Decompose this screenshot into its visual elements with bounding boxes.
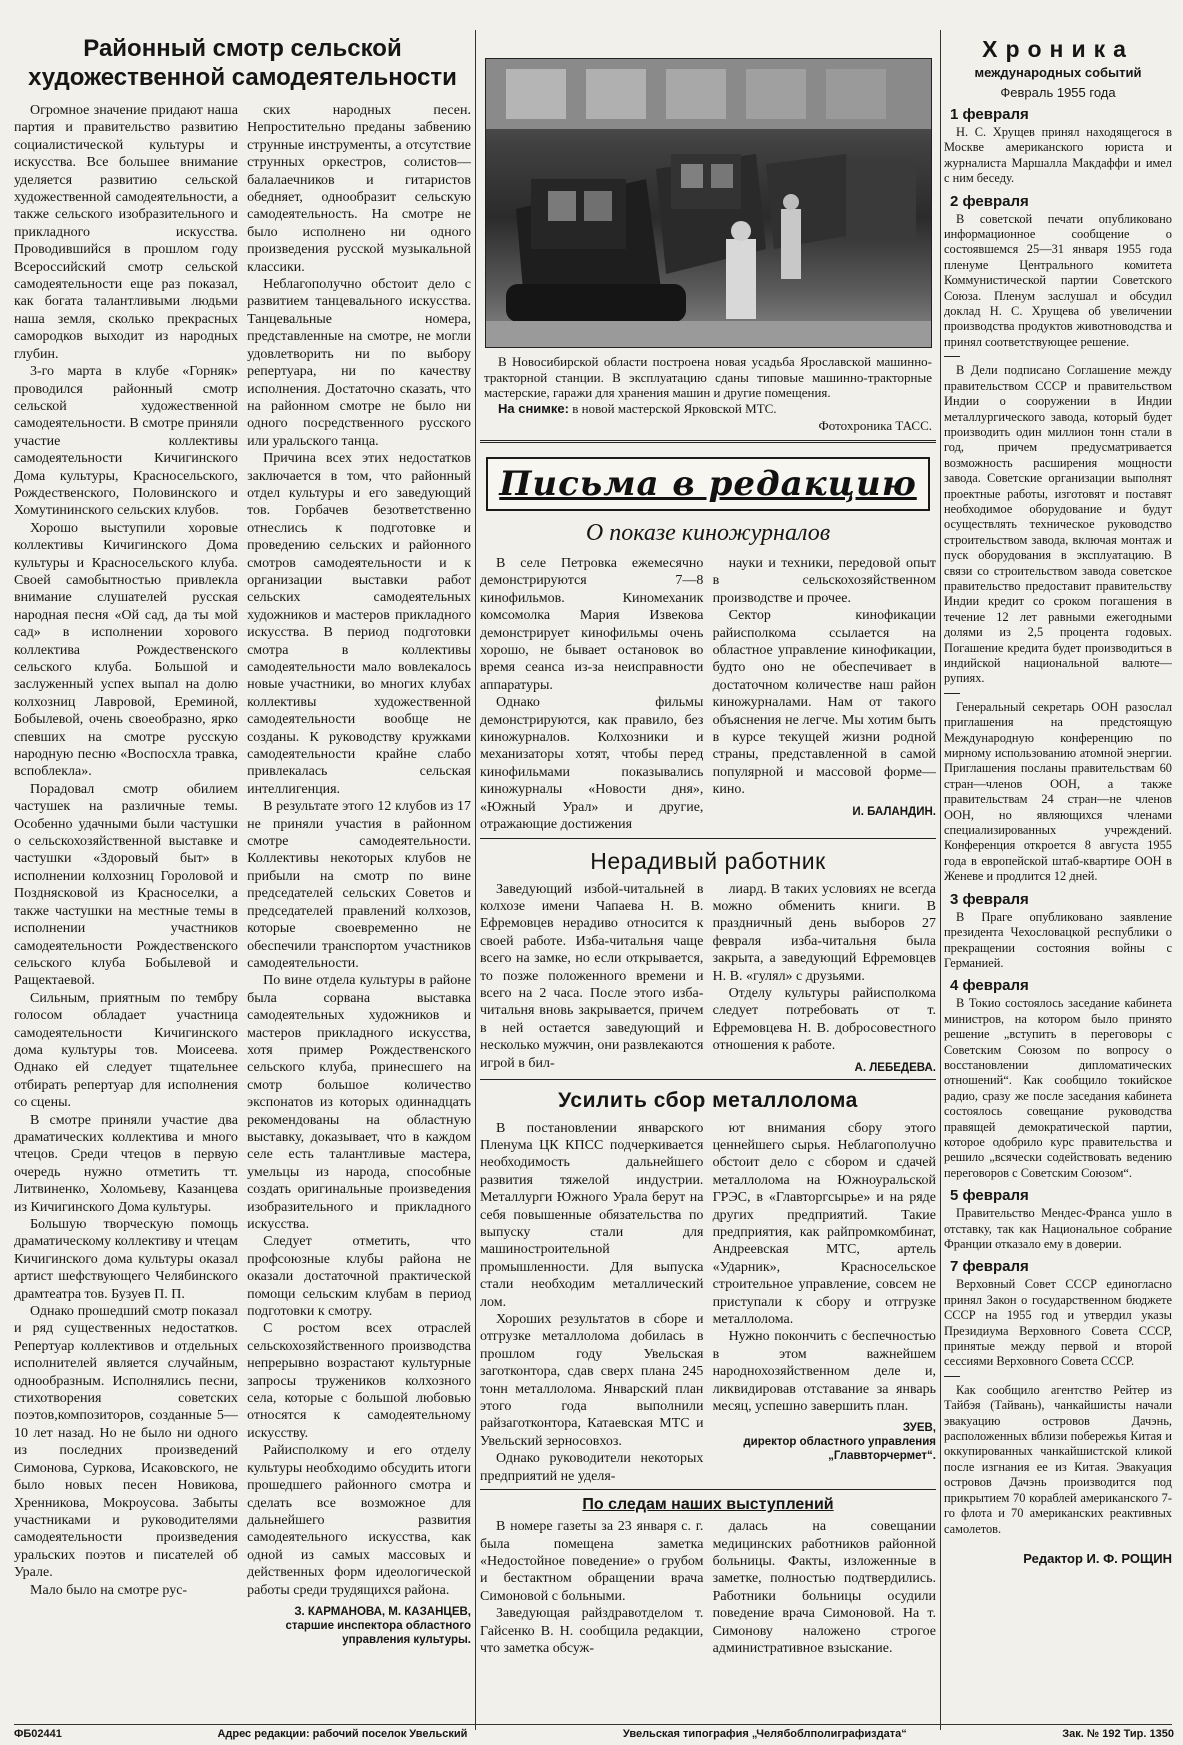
caption-lead: На снимке: bbox=[498, 400, 569, 416]
dash-divider bbox=[944, 693, 960, 694]
paragraph: В смотре приняли участие два драматических коллектива и много чтецов. Среди чтецов в первую очередь нужно отметить тт. Литвиненко, Холомьеву, Казанцева из Кичигинского Дома культуры. bbox=[14, 1112, 238, 1215]
dash-divider bbox=[944, 356, 960, 357]
footer-rule bbox=[14, 1724, 1172, 1725]
article-title: По следам наших выступлений bbox=[582, 1496, 834, 1514]
paragraph: Сильным, приятным по тембру голосом обладает участница самодеятельности Кичигинского дома культуры тов. Моисеева. Однако ей следует тщательнее отбирать репертуар для исполнения со сцены. bbox=[14, 990, 238, 1111]
photo-credit: Фотохроника ТАСС. bbox=[818, 418, 932, 433]
divider bbox=[480, 838, 936, 839]
signature bbox=[713, 1421, 936, 1463]
article-right-column bbox=[247, 102, 471, 1647]
article-right-column bbox=[713, 881, 936, 1075]
article-right-column bbox=[713, 555, 936, 834]
chronicle-paragraph: Правительство Мендес-Франса ушло в отставку, так как Национальное собрание Франции отказало ему в доверии. bbox=[944, 1206, 1172, 1251]
article-left-column bbox=[14, 102, 238, 1647]
letters-banner-text: Письма в редакцию bbox=[499, 464, 917, 504]
article-title: Нерадивый работник bbox=[590, 847, 826, 874]
editor-credit: Редактор И. Ф. РОЩИН bbox=[1023, 1550, 1172, 1566]
footer-order: Зак. № 192 Тир. 1350 bbox=[1062, 1728, 1174, 1740]
caption-rest: в новой мастерской Ярковской МТС. bbox=[572, 400, 777, 416]
paragraph: Однако прошедший смотр показал и ряд существенных недостатков. Репертуар коллективов и отдельных исполнителей является случайным, однообразным. Исполнялись песни, стихотворения советских поэтов,композиторов, созданные 5—10 лет назад. Но не было ни одного из последних произведений Симонова, Суркова, Исаковского, не было новых песен Новикова, Хренникова, Мокроусова. Забыты участниками и руководителями самодеятельности произведения уральских поэтов и писателей об Урале. bbox=[14, 1304, 238, 1581]
article-title: Усилить сбор металлолома bbox=[558, 1088, 858, 1112]
chronicle-paragraph: Генеральный секретарь ООН разослал приглашения на предстоящую Международную конференцию по мирному использованию атомной энергии. Приглашения посланы правительствам 60 стран—членов ООН, а также правительствам 24 стран—не членов ООН, но являющихся членами специализированных учреждений. Конференция откроется 8 августа 1955 года в европейской штаб-квартире ООН в Женеве и продлится 12 дней. bbox=[944, 699, 1172, 884]
article-title: О показе киножурналов bbox=[585, 520, 831, 546]
paragraph: Порадовал смотр обилием частушек на различные темы. Особенно удачными были частушки о сельскохозяйственной выставке и частушки «Здоровый быт» в исполнении колхозниц Гороловой и Позднясковой из Красноселки, а также частушки на местные темы в исполнении участников самодеятельности Рождественского сельского клуба Бобылевой и Ращектаевой. bbox=[14, 781, 238, 989]
paragraph: В постановлении январского Пленума ЦК КПСС подчеркивается необходимость дальнейшего развития тяжелой индустрии. Металлурги Южного Урала берут на себя повышенные обязательства по выпуску стали для машиностроительной промышленности. Для выпуска стали необходим металлический лом. bbox=[480, 1120, 704, 1310]
column-rule bbox=[940, 30, 941, 1730]
column-rule bbox=[475, 30, 476, 1730]
paragraph: 3-го марта в клубе «Горняк» проводился районный смотр сельской художественной самодеятельности. В смотре приняли участие коллективы самодеятельности Кичигинского Дома культуры, Красносельского, Рождественского, Половинского и Хомутининского сельских клубов. bbox=[14, 364, 238, 519]
dash-divider bbox=[944, 1376, 960, 1377]
article-right-column bbox=[713, 1518, 936, 1657]
article-newsreels bbox=[480, 519, 936, 834]
chronicle-date: 3 февраля bbox=[950, 890, 1029, 908]
imprint-footer bbox=[14, 1728, 1174, 1744]
signature-role: старшие инспектора областного управления культуры. bbox=[285, 1619, 471, 1646]
chronicle-paragraph: В Токио состоялось заседание кабинета министров, на котором было принято решение „вступить в переговоры с Советским Союзом по вопросу о восстановлении дипломатических отношений“. Как сообщило токийское радио, сразу же после заседания кабинета состоялось совещание руководства правящей демократической партии, которое одобрило курс правительства и решило „всячески содействовать ведению переговоров с Советским Союзом“. bbox=[944, 996, 1172, 1180]
divider bbox=[480, 1079, 936, 1080]
paragraph: ских народных песен. Непростительно преданы забвению струнные инструменты, а отсутствие струнных оркестров, солистов—балалаечников и гитаристов обедняет, однообразит сельскую самодеятельность. На смотре не было исполнено ни одного произведения русской музыкальной классики. bbox=[247, 103, 471, 275]
chronicle-paragraph: Верховный Совет СССР единогласно принял Закон о государственном бюджете СССР на 1955 год и утвердил указы Президиума Верховного Совета СССР, принятые между первой и второй сессиями Верховного Совета СССР. bbox=[944, 1277, 1172, 1369]
chronicle-subtitle: международных событий bbox=[974, 65, 1142, 80]
chronicle-date: 7 февраля bbox=[950, 1258, 1029, 1276]
paragraph: Отделу культуры райисполкома следует потребовать от т. Ефремовцева Н. В. добросовестного отношения к работе. bbox=[712, 985, 936, 1054]
chronicle-paragraph: Н. С. Хрущев принял находящегося в Москве американского юриста и журналиста Маршалла Макдаффи и имел с ним беседу. bbox=[944, 125, 1172, 186]
chronicle-date: 4 февраля bbox=[950, 977, 1029, 995]
footer-code: ФБ02441 bbox=[14, 1728, 62, 1740]
paragraph: Нужно покончить с беспечностью в этом важнейшем народнохозяйственном деле и, ликвидировав отставание за январь месяц, успешно завершить план. bbox=[712, 1329, 936, 1415]
paragraph: В результате этого 12 клубов из 17 не приняли участия в районном смотре самодеятельности. Коллективы некоторых клубов не прибыли на смотр по вине председателей сельских Советов и председателей правлений колхозов, которые своевременно не обеспечили транспортом участников самодеятельности. bbox=[247, 799, 471, 971]
paragraph: Райисполкому и его отделу культуры необходимо обсудить итоги прошедшего районного смотра и сделать все возможное для дальнейшего развития самодеятельного искусства, как одной из самых массовых и действенных форм идеологической работы среди трудящихся района. bbox=[247, 1443, 471, 1598]
photo-caption-note bbox=[484, 401, 932, 417]
article-left-column bbox=[480, 1120, 703, 1486]
chronicle-paragraph: В Дели подписано Соглашение между правительством СССР и правительством Индии о сооружении в Индии металлургического завода, который будет производить один миллион тонн стали в год, причем предусматривается возможность расширения мощности завода. Советские организации выполнят проектные работы, изготовят и поставят необходимое оборудование и будут осуществлять техническое руководство строительством завода, включая монтаж и пуск оборудования в эксплуатацию. В связи со строительством завода советское правительство предоставит правительству Индии кредит со сроком погашения в течение 12 лет равными ежегодными долями из 2,5 процента годовых. Погашение кредита будет производиться в индийской национальной валюте—рупиях. bbox=[944, 363, 1172, 686]
tractor-workshop-photo bbox=[485, 58, 932, 348]
paragraph: Сектор кинофикации райисполкома ссылается на областное управление кинофикации, будто оно не обеспечивает в достаточном количестве наш район киножурналами. Нам от такого объяснения не легче. Мы хотим быть в курсе текущей жизни родной страны, представленной в самой популярной и массовой форме—кино. bbox=[712, 608, 936, 798]
paragraph: Следует отметить, что профсоюзные клубы района не оказали достаточной практической помощи сельским клубам в период подготовки к смотру. bbox=[247, 1234, 471, 1320]
paragraph: Однако фильмы демонстрируются, как правило, без киножурналов. Колхозники и механизаторы хотят, чтобы перед кинофильмами показывались киножурналы «Новости дня», «Южный Урал» и другие, отражающие достижения bbox=[480, 695, 704, 833]
paragraph: По вине отдела культуры в районе была сорвана выставка самодеятельных художников и мастеров прикладного искусства, хотя пример Рождественского сельского клуба, принесшего на смотр большое количество экспонатов из которых одиннадцать рекомендованы на областную выставку, доказывает, что в каждом селе есть талантливые мастера, умельцы из народа, способные создать оригинальные произведения изобразительного и прикладного искусства. bbox=[247, 973, 471, 1232]
letters-banner bbox=[486, 457, 930, 511]
paragraph: В селе Петровка ежемесячно демонстрируются 7—8 кинофильмов. Киномеханик комсомолка Мария Извекова демонстрирует кинофильмы очень хорошо, не бывает остановок во время сеанса из-за неисправности аппаратуры. bbox=[480, 556, 704, 693]
article-title: Районный смотр сельской художественной самодеятельности bbox=[28, 35, 457, 91]
paragraph: Заведующая райздравотделом т. Гайсенко В. Н. сообщила редакции, что заметка обсуж- bbox=[480, 1606, 704, 1656]
paragraph: С ростом всех отраслей сельскохозяйственного производства непрерывно возрастают культурные запросы тружеников колхозного села, которые с большой любовью относятся к самодеятельному искусству. bbox=[247, 1321, 471, 1441]
footer-printer: Увельская типография „Челябоблполиграфиздата“ bbox=[622, 1728, 907, 1740]
chronicle-date: 2 февраля bbox=[950, 192, 1029, 210]
footer-address: Адрес редакции: рабочий поселок Увельский bbox=[217, 1728, 468, 1740]
article-left-column bbox=[480, 1518, 703, 1657]
paragraph: Однако руководители некоторых предприятий не уделя- bbox=[480, 1451, 704, 1484]
chronicle-month: Февраль 1955 года bbox=[1000, 85, 1116, 100]
paragraph: Огромное значение придают наша партия и правительство развитию социалистической культуры и искусства. Все большее внимание уделяется развитию сельской художественной самодеятельности, а также сельского изобразительного и прикладного искусства. Проводившийся в прошлом году Всероссийский смотр сельской самодеятельности еще раз показал, как богата талантливыми людьми наша земля, сколько прекрасных самородков выходит из народных глубин. bbox=[14, 103, 238, 362]
signature bbox=[247, 1605, 471, 1647]
article-follow-up bbox=[480, 1496, 936, 1657]
chronicle-date: 1 февраля bbox=[950, 106, 1029, 123]
paragraph: науки и техники, передовой опыт в сельскохозяйственном производстве и прочее. bbox=[712, 556, 936, 606]
article-negligent-worker bbox=[480, 847, 936, 1075]
paragraph: Причина всех этих недостатков заключается в том, что районный отдел культуры и его заведующий тов. Горбачев безответственно отнеслись к подготовке и проведению сельских и районного смотров самодеятельности и к организации выставки работ сельских самодеятельных художников и мастеров прикладного искусства. В период подготовки смотра в коллективы самодеятельности мало вовлекалось новые участники, во многих клубах коллективы художественной самодеятельности вообще не созданы. К руководству кружками самодеятельности крайне слабо привлекалась сельская интеллигенция. bbox=[247, 451, 471, 797]
paragraph: ют внимания сбору этого ценнейшего сырья. Неблагополучно обстоит дело с сбором и сдачей металлолома на Южноуральской ГРЭС, в «Главторгсырье» и на ряде других предприятий. Такие предприятия, как райпромкомбинат, Андреевская МТС, артель «Ударник», Красносельское строительное управление, совсем не приступали к сбору и отгрузке металлолома. bbox=[712, 1120, 936, 1328]
paragraph: Хороших результатов в сборе и отгрузке металлолома добилась в прошлом году Увельская заготконтора, сдав сверх плана 245 тонн металлолома. Январский план этого года выполнили райзаготконтора, Катаевская МТС и Увельский зерносовхоз. bbox=[480, 1312, 704, 1449]
paragraph: Неблагополучно обстоит дело с развитием танцевального искусства. Танцевальные номера, представленные на смотре, не могли удовлетворить ни по выбору репертуара, ни по качеству исполнения. Достаточно сказать, что на районном смотре не было ни одного посредственного русского или уральского танца. bbox=[247, 277, 471, 449]
signature: И. БАЛАНДИН. bbox=[852, 805, 936, 818]
signature-name: ЗУЕВ, bbox=[902, 1422, 936, 1435]
article-right-column bbox=[713, 1120, 936, 1486]
paragraph: Хорошо выступили хоровые коллективы Кичигинского Дома культуры и Красносельского клуба. Своей самобытностью привлекла внимание слушателей русская народная песня «Ой сад, да ты мой сад» в исполнении хорового коллектива Рождественского сельского клуба. Большой и заслуженный успех выпал на долю колхозниц Лавровой, Ереминой, Бобылевой, очень своеобразно, ярко спевших на смотре русскую народную песню «Воспосхла травка, вспоблекла». bbox=[14, 520, 238, 780]
signature-role: директор областного управления „Главвторчермет“. bbox=[743, 1436, 936, 1463]
paragraph: В номере газеты за 23 января с. г. была помещена заметка «Недостойное поведение» о грубом и бестактном обращении врача Симоновой с больными. bbox=[480, 1519, 704, 1604]
divider bbox=[480, 1489, 936, 1490]
article-amateur-arts bbox=[14, 28, 471, 1728]
chronicle-date: 5 февраля bbox=[950, 1187, 1029, 1205]
signature: А. ЛЕБЕДЕВА. bbox=[854, 1061, 936, 1074]
signature-names: З. КАРМАНОВА, М. КАЗАНЦЕВ, bbox=[294, 1605, 471, 1618]
paragraph: лиард. В таких условиях не всегда можно обменить книги. В праздничный день выборов 27 февраля изба-читальня была закрыта, а заведующий Ефремовцев Н. В. «гулял» с друзьями. bbox=[712, 881, 936, 984]
paragraph: далась на совещании медицинских работников районной больницы. Факты, изложенные в заметке, полностью подтвердились. Работники больницы осудили поведение врача Симоновой. На т. Симонову наложено строгое административное взыскание. bbox=[712, 1519, 936, 1656]
middle-column bbox=[480, 28, 936, 1728]
article-left-column bbox=[480, 881, 703, 1075]
chronicle-paragraph: В советской печати опубликовано информационное сообщение о состоявшемся 25—31 января 1955 года пленуме Центрального комитета Коммунистической партии Советского Союза. Пленум заслушал и обсудил доклад Н. С. Хрущева об увеличении производства продуктов животноводства и принял соответствующее решение. bbox=[944, 211, 1172, 349]
chronicle-column bbox=[944, 28, 1172, 1728]
paragraph: Мало было на смотре рус- bbox=[30, 1582, 188, 1598]
chronicle-paragraph: Как сообщило агентство Рейтер из Тайбэя (Тайвань), чанкайшисты начали эвакуацию островов Дачэнь, расположенных вблизи побережья Китая и оккупированных чанкайшистской кликой после изгнания ее из Китая. Эвакуация островов Дачэнь производится под прикрытием 70 кораблей американского 7-го флота и 70 американских реактивных самолетов. bbox=[944, 1382, 1172, 1536]
chronicle-title: Хроника bbox=[982, 36, 1134, 62]
paragraph: Заведующий избой-читальней в колхозе имени Чапаева Н. В. Ефремовцев нерадиво относится к своей работе. Изба-читальня чаще всего на замке, но если открывается, то позже положенного времени и всего на 2 часа. После этого изба-читальня вновь закрывается, причем в ней остается заведующий и несколько мужчин, они развлекаются игрой в бил- bbox=[480, 881, 704, 1071]
chronicle-paragraph: В Праге опубликовано заявление президента Чехословацкой республики о прекращении состояния войны с Германией. bbox=[944, 909, 1172, 970]
article-scrap-metal bbox=[480, 1088, 936, 1486]
photo-caption: В Новосибирской области построена новая усадьба Ярославской машинно-тракторной станции. В эксплуатацию сданы типовые машинно-тракторные мастерские, гаражи для хранения машин и другие помещения. bbox=[484, 354, 932, 400]
tractor-photo-illustration bbox=[486, 59, 931, 347]
article-left-column bbox=[480, 555, 703, 834]
divider bbox=[480, 440, 936, 443]
paragraph: Большую творческую помощь драматическому коллективу и чтецам Кичигинского дома культуры оказал артист шефствующего Челябинского драмтеатра тов. Бузуев П. П. bbox=[14, 1217, 238, 1302]
